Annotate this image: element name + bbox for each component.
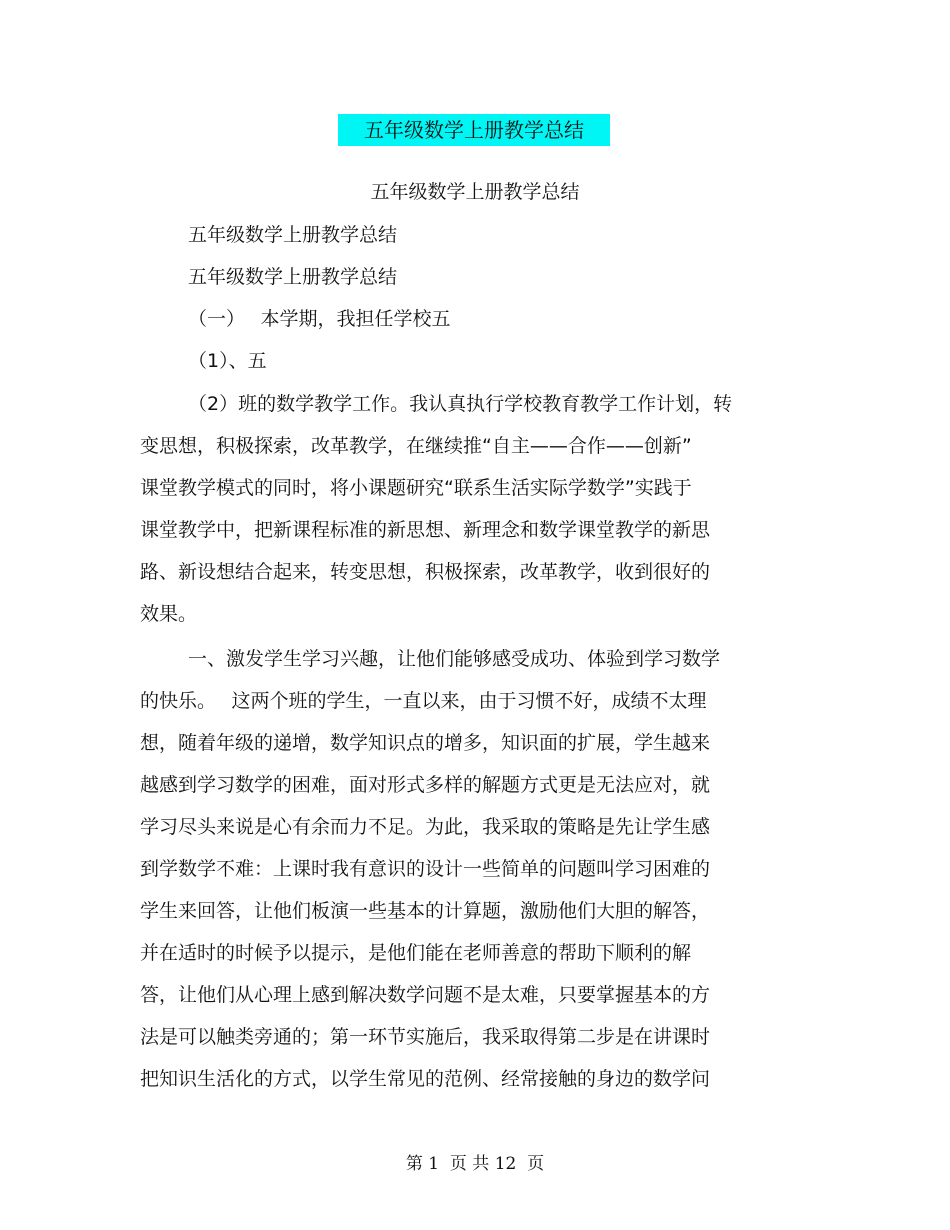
paragraph-line: 路、新设想结合起来，转变思想，积极探索，改革教学，收到很好的 <box>140 561 711 583</box>
heading-line: 五年级数学上册教学总结 <box>188 266 398 288</box>
paragraph-line: 越感到学习数学的困难，面对形式多样的解题方式更是无法应对，就 <box>140 774 711 796</box>
paragraph-line: （一） 本学期，我担任学校五 <box>188 308 451 330</box>
paragraph-line: 并在适时的时候予以提示，是他们能在老师善意的帮助下顺利的解 <box>140 942 692 964</box>
paragraph-line: 的快乐。 这两个班的学生，一直以来，由于习惯不好，成绩不太理 <box>140 690 707 712</box>
paragraph-line: 答，让他们从心理上感到解决数学问题不是太难，只要掌握基本的方 <box>140 984 711 1006</box>
paragraph-line: 课堂教学模式的同时，将小课题研究“联系生活实际学数学”实践于 <box>140 477 692 499</box>
document-title-banner: 五年级数学上册教学总结 <box>338 114 610 146</box>
paragraph-line: 课堂教学中，把新课程标准的新思想、新理念和数学课堂教学的新思 <box>140 519 711 541</box>
page-number-footer: 第 1 页 共 12 页 <box>405 1154 545 1174</box>
paragraph-line: 一、激发学生学习兴趣，让他们能够感受成功、体验到学习数学 <box>188 648 721 670</box>
paragraph-line: 学习尽头来说是心有余而力不足。为此，我采取的策略是先让学生感 <box>140 816 711 838</box>
paragraph-line: 到学数学不难：上课时我有意识的设计一些简单的问题叫学习困难的 <box>140 858 711 880</box>
paragraph-line: （1）、五 <box>188 350 267 372</box>
paragraph-line: 想，随着年级的递增，数学知识点的增多，知识面的扩展，学生越来 <box>140 732 711 754</box>
paragraph-line: 把知识生活化的方式，以学生常见的范例、经常接触的身边的数学问 <box>140 1068 711 1090</box>
paragraph-line: （2）班的数学教学工作。我认真执行学校教育教学工作计划，转 <box>188 393 733 415</box>
paragraph-line: 效果。 <box>140 603 198 625</box>
paragraph-line: 学生来回答，让他们板演一些基本的计算题，激励他们大胆的解答， <box>140 900 711 922</box>
paragraph-line: 变思想，积极探索，改革教学，在继续推“自主——合作——创新” <box>140 435 692 457</box>
heading-line: 五年级数学上册教学总结 <box>188 224 398 246</box>
paragraph-line: 法是可以触类旁通的；第一环节实施后，我采取得第二步是在讲课时 <box>140 1026 711 1048</box>
document-subtitle: 五年级数学上册教学总结 <box>370 181 580 203</box>
